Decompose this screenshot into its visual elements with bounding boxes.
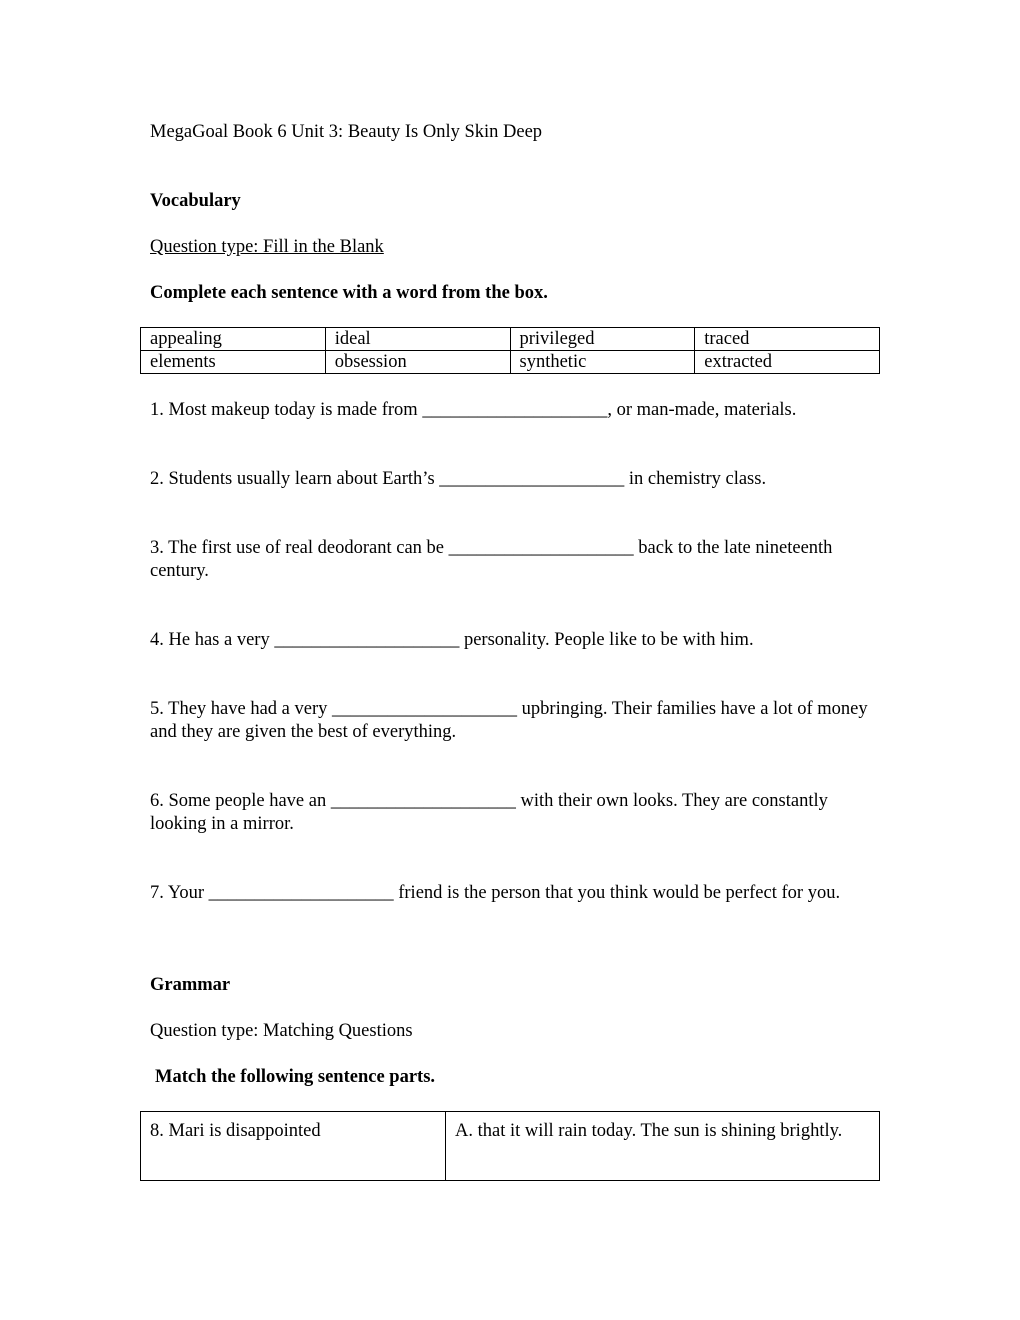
document-title: MegaGoal Book 6 Unit 3: Beauty Is Only Skin Deep <box>150 122 543 142</box>
question-text: 2. Students usually learn about Earth’s <box>150 469 440 489</box>
question-7 <box>150 882 875 905</box>
question-1 <box>150 399 875 422</box>
question-text: 4. He has a very <box>150 630 275 650</box>
vocabulary-heading: Vocabulary <box>150 191 241 211</box>
word-box-row <box>141 351 880 374</box>
answer-blank[interactable]: ____________________ <box>439 469 625 489</box>
question-text: personality. People like to be with him. <box>459 630 754 650</box>
answer-blank[interactable]: ____________________ <box>448 538 634 558</box>
matching-table <box>140 1111 880 1181</box>
answer-blank[interactable]: ____________________ <box>274 630 460 650</box>
grammar-heading: Grammar <box>150 975 231 995</box>
word-cell: privileged <box>510 328 695 351</box>
question-text: 1. Most makeup today is made from <box>150 400 423 420</box>
question-4 <box>150 629 875 652</box>
question-text: in chemistry class. <box>624 469 767 489</box>
question-text: 3. The first use of real deodorant can be <box>150 538 449 558</box>
answer-blank[interactable]: ____________________ <box>330 791 516 811</box>
matching-row <box>141 1112 880 1181</box>
question-text: , or man-made, materials. <box>607 400 797 420</box>
answer-blank[interactable]: ____________________ <box>208 883 394 903</box>
word-cell: obsession <box>325 351 510 374</box>
question-5 <box>150 698 875 744</box>
word-box <box>140 327 880 374</box>
question-text: back to the late nineteenth century. <box>150 538 833 581</box>
word-box-row <box>141 328 880 351</box>
question-text: 5. They have had a very <box>150 699 333 719</box>
answer-blank[interactable]: ____________________ <box>332 699 518 719</box>
grammar-instruction: Match the following sentence parts. <box>155 1067 436 1087</box>
question-3 <box>150 537 875 583</box>
matching-right: A. that it will rain today. The sun is shining brightly. <box>446 1112 880 1181</box>
word-cell: traced <box>695 328 880 351</box>
word-cell: synthetic <box>510 351 695 374</box>
matching-left: 8. Mari is disappointed <box>141 1112 446 1181</box>
question-text: friend is the person that you think would be perfect for you. <box>393 883 841 903</box>
question-text: with their own looks. They are constantly looking in a mirror. <box>150 791 828 834</box>
vocabulary-instruction: Complete each sentence with a word from the box. <box>150 283 548 303</box>
answer-blank[interactable]: ____________________ <box>422 400 608 420</box>
question-2 <box>150 468 875 491</box>
question-6 <box>150 790 875 836</box>
word-cell: elements <box>141 351 326 374</box>
question-text: upbringing. Their families have a lot of money and they are given the best of everything. <box>150 699 868 742</box>
word-cell: appealing <box>141 328 326 351</box>
word-cell: ideal <box>325 328 510 351</box>
question-text: 6. Some people have an <box>150 791 331 811</box>
word-cell: extracted <box>695 351 880 374</box>
vocabulary-question-type: Question type: Fill in the Blank <box>150 237 384 257</box>
question-text: 7. Your <box>150 883 209 903</box>
grammar-question-type: Question type: Matching Questions <box>150 1021 413 1041</box>
